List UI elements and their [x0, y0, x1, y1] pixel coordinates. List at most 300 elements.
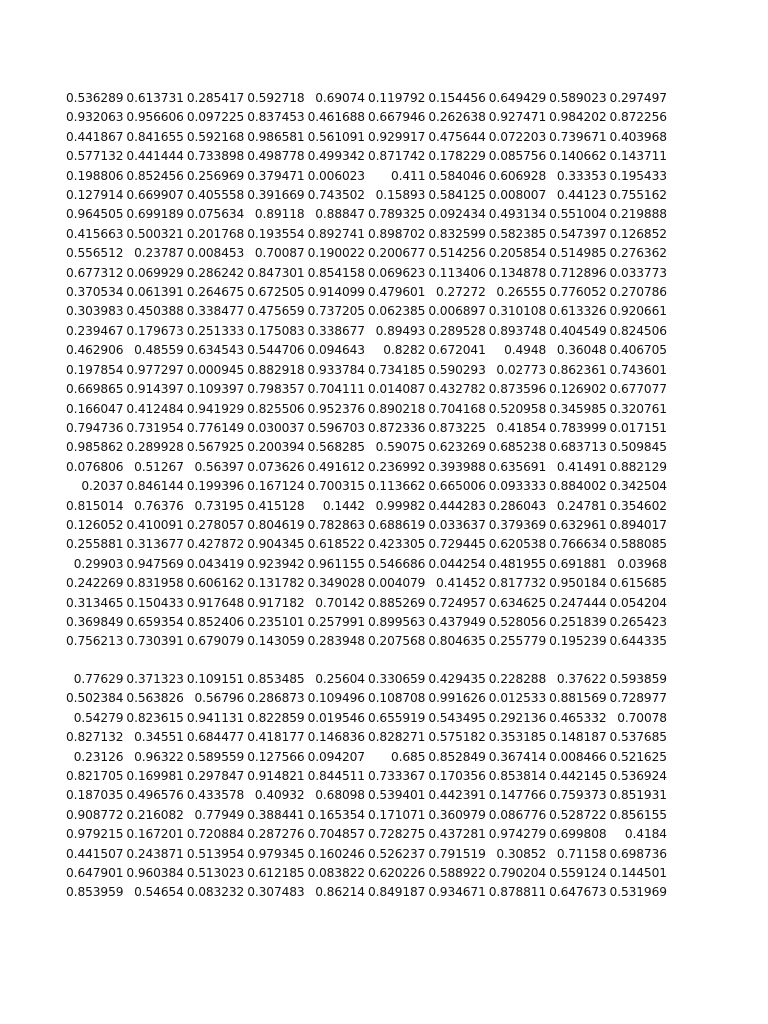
table-cell: 0.584125 [428, 188, 486, 203]
table-cell: 0.677077 [609, 382, 667, 397]
table-cell: 0.41491 [556, 459, 607, 474]
table-row [64, 128, 668, 147]
table-cell: 0.369849 [66, 614, 124, 629]
table-cell: 0.852406 [186, 614, 245, 629]
table-cell: 0.200677 [367, 246, 426, 261]
table-cell: 0.197854 [66, 362, 124, 377]
table-cell: 0.126852 [609, 226, 667, 241]
table-cell: 0.531969 [609, 885, 667, 900]
table-cell: 0.606928 [488, 168, 547, 183]
table-cell: 0.092434 [428, 207, 486, 222]
table-cell: 0.86214 [315, 885, 365, 900]
table-cell: 0.41854 [496, 420, 547, 435]
table-cell: 0.881569 [549, 691, 607, 706]
table-cell: 0.075634 [186, 207, 245, 222]
table-cell: 0.147766 [488, 788, 547, 803]
table-cell: 0.113406 [428, 265, 486, 280]
table-cell: 0.828271 [367, 730, 426, 745]
table-cell: 0.043419 [186, 556, 245, 571]
table-cell: 0.307483 [247, 885, 305, 900]
table-cell: 0.56397 [194, 459, 245, 474]
table-cell: 0.062385 [367, 304, 426, 319]
table-row [64, 535, 668, 554]
table-cell: 0.790204 [488, 866, 547, 881]
table-cell: 0.872336 [367, 420, 426, 435]
table-cell: 0.546686 [367, 556, 426, 571]
table-cell: 0.899563 [367, 614, 426, 629]
table-cell: 0.791519 [428, 846, 486, 861]
table-row [64, 864, 668, 883]
table-cell: 0.371323 [126, 672, 184, 686]
table-cell: 0.008466 [549, 749, 607, 764]
table-cell: 0.093333 [488, 479, 547, 494]
table-cell: 0.54279 [73, 710, 124, 725]
table-cell: 0.175083 [247, 323, 305, 338]
table-cell: 0.4948 [504, 343, 547, 358]
table-cell: 0.41452 [436, 576, 486, 591]
table-row [64, 264, 668, 283]
table-cell: 0.647673 [549, 885, 607, 900]
table-cell: 0.292136 [488, 710, 547, 725]
table-cell: 0.759373 [549, 788, 607, 803]
table-cell: 0.724957 [428, 595, 486, 610]
table-cell: 0.873596 [488, 382, 547, 397]
table-cell: 0.979215 [66, 827, 124, 842]
table-cell: 0.729445 [428, 537, 486, 552]
table-cell: 0.950184 [549, 576, 607, 591]
table-row [64, 845, 668, 864]
table-cell: 0.083232 [186, 885, 245, 900]
table-cell: 0.349028 [307, 576, 365, 591]
table-cell: 0.73195 [194, 498, 245, 513]
table-cell: 0.286043 [488, 498, 547, 513]
table-cell: 0.917648 [186, 595, 245, 610]
table-cell: 0.730391 [126, 634, 184, 649]
table-cell: 0.143059 [247, 634, 305, 649]
table-cell: 0.509845 [609, 440, 667, 455]
table-row [64, 594, 668, 613]
table-cell: 0.166047 [66, 401, 124, 416]
table-cell: 0.012533 [488, 691, 547, 706]
table-cell: 0.251839 [549, 614, 607, 629]
table-cell: 0.30852 [496, 846, 547, 861]
table-cell: 0.844511 [307, 769, 365, 784]
table-row [64, 767, 668, 786]
table-cell: 0.199396 [186, 479, 245, 494]
table-cell: 0.086776 [488, 807, 547, 822]
table-cell: 0.634543 [186, 343, 245, 358]
table-cell: 0.934671 [428, 885, 486, 900]
table-cell: 0.006023 [307, 168, 365, 183]
table-cell: 0.871742 [367, 149, 426, 164]
table-cell: 0.841655 [126, 129, 184, 144]
table-cell: 0.99982 [375, 498, 426, 513]
table-cell: 0.823615 [126, 710, 184, 725]
table-cell: 0.379471 [247, 168, 305, 183]
table-cell: 0.961155 [307, 556, 365, 571]
table-cell: 0.588922 [428, 866, 486, 881]
table-cell: 0.669865 [66, 382, 124, 397]
table-row [64, 225, 668, 244]
table-cell: 0.898702 [367, 226, 426, 241]
table-cell: 0.243871 [126, 846, 184, 861]
table-cell: 0.134878 [488, 265, 547, 280]
table-cell: 0.437949 [428, 614, 486, 629]
table-row [64, 825, 668, 844]
table-cell: 0.514985 [549, 246, 607, 261]
table-cell: 0.667946 [367, 110, 426, 125]
table-cell: 0.342504 [609, 479, 667, 494]
table-cell: 0.704168 [428, 401, 486, 416]
table-cell: 0.596703 [307, 420, 365, 435]
table-cell: 0.502384 [66, 691, 124, 706]
table-cell: 0.8282 [383, 343, 426, 358]
table-cell: 0.285417 [186, 91, 245, 105]
table-cell: 0.733367 [367, 769, 426, 784]
table-cell: 0.264675 [186, 285, 245, 300]
table-cell: 0.370534 [66, 285, 124, 300]
table-cell: 0.588085 [609, 537, 667, 552]
table-cell: 0.27272 [436, 285, 486, 300]
table-cell: 0.685238 [488, 440, 547, 455]
table-cell: 0.941131 [186, 710, 245, 725]
table-cell: 0.635691 [488, 459, 547, 474]
table-cell: 0.613731 [126, 91, 184, 105]
table-cell: 0.207568 [367, 634, 426, 649]
table-cell: 0.849187 [367, 885, 426, 900]
table-cell: 0.193554 [247, 226, 305, 241]
table-cell: 0.150433 [126, 595, 184, 610]
table-cell: 0.286873 [247, 691, 305, 706]
table-cell: 0.872256 [609, 110, 667, 125]
table-cell: 0.77629 [73, 672, 124, 686]
table-row [64, 632, 668, 651]
table-cell: 0.23126 [73, 749, 124, 764]
table-cell: 0.40932 [254, 788, 305, 803]
table-cell: 0.776149 [186, 420, 245, 435]
table-cell: 0.148187 [549, 730, 607, 745]
table-cell: 0.006897 [428, 304, 486, 319]
table-cell: 0.367414 [488, 749, 547, 764]
table-cell: 0.313677 [126, 537, 184, 552]
table-cell: 0.846144 [126, 479, 184, 494]
table-cell: 0.433578 [186, 788, 245, 803]
table-cell: 0.827132 [66, 730, 124, 745]
table-cell: 0.345985 [549, 401, 607, 416]
table-row [64, 883, 668, 902]
table-cell: 0.247444 [549, 595, 607, 610]
table-row [64, 205, 668, 224]
table-cell: 0.59075 [375, 440, 426, 455]
table-row [64, 497, 668, 516]
table-cell: 0.892741 [307, 226, 365, 241]
table-cell: 0.228288 [488, 672, 547, 686]
table-cell: 0.623269 [428, 440, 486, 455]
table-cell: 0.885269 [367, 595, 426, 610]
table-cell: 0.415663 [66, 226, 124, 241]
table-cell: 0.853814 [488, 769, 547, 784]
table-cell: 0.817732 [488, 576, 547, 591]
table-cell: 0.821705 [66, 769, 124, 784]
table-cell: 0.613326 [549, 304, 607, 319]
table-cell: 0.429435 [428, 672, 486, 686]
table-cell: 0.404549 [549, 323, 607, 338]
table-cell: 0.712896 [549, 265, 607, 280]
table-cell: 0.568285 [307, 440, 365, 455]
table-cell: 0.109151 [186, 672, 245, 686]
table-cell: 0.444283 [428, 498, 486, 513]
table-cell: 0.551004 [549, 207, 607, 222]
table-cell: 0.25604 [315, 672, 365, 686]
table-cell: 0.29903 [73, 556, 124, 571]
table-cell: 0.030037 [247, 420, 305, 435]
table-cell: 0.684477 [186, 730, 245, 745]
table-cell: 0.069623 [367, 265, 426, 280]
table-cell: 0.019546 [307, 710, 365, 725]
table-cell: 0.167201 [126, 827, 184, 842]
table-cell: 0.665006 [428, 479, 486, 494]
table-cell: 0.2037 [81, 479, 124, 494]
table-cell: 0.113662 [367, 479, 426, 494]
table-cell: 0.239467 [66, 323, 124, 338]
table-cell: 0.499342 [307, 149, 365, 164]
table-row [64, 341, 668, 360]
table-row [64, 400, 668, 419]
table-cell: 0.405558 [186, 188, 245, 203]
table-cell: 0.904345 [247, 537, 305, 552]
table-cell: 0.882918 [247, 362, 305, 377]
table-cell: 0.669907 [126, 188, 184, 203]
table-cell: 0.109397 [186, 382, 245, 397]
table-cell: 0.927471 [488, 110, 547, 125]
table-cell: 0.127566 [247, 749, 305, 764]
table-cell: 0.632961 [549, 517, 607, 532]
table-row [64, 786, 668, 805]
table-cell: 0.004079 [367, 576, 426, 591]
table-cell: 0.391669 [247, 188, 305, 203]
table-cell: 0.699808 [549, 827, 607, 842]
table-cell: 0.991626 [428, 691, 486, 706]
table-cell: 0.403968 [609, 129, 667, 144]
table-cell: 0.825506 [247, 401, 305, 416]
table-cell: 0.728275 [367, 827, 426, 842]
table-row [64, 477, 668, 496]
table-cell: 0.15893 [375, 188, 426, 203]
table-cell: 0.154456 [428, 91, 486, 105]
table-cell: 0.960384 [126, 866, 184, 881]
table-cell: 0.496576 [126, 788, 184, 803]
table-cell: 0.854158 [307, 265, 365, 280]
table-row [64, 322, 668, 341]
table-row [64, 244, 668, 263]
table-cell: 0.34551 [134, 730, 184, 745]
table-cell: 0.539401 [367, 788, 426, 803]
table-cell: 0.618522 [307, 537, 365, 552]
table-cell: 0.851931 [609, 788, 667, 803]
table-cell: 0.008007 [488, 188, 547, 203]
table-cell: 0.70142 [315, 595, 365, 610]
table-cell: 0.418177 [247, 730, 305, 745]
table-cell: 0.513023 [186, 866, 245, 881]
table-row [64, 806, 668, 825]
table-cell: 0.878811 [488, 885, 547, 900]
table-row [64, 147, 668, 166]
table-cell: 0.320761 [609, 401, 667, 416]
table-cell: 0.170356 [428, 769, 486, 784]
table-cell: 0.450388 [126, 304, 184, 319]
table-cell: 0.201768 [186, 226, 245, 241]
table-cell: 0.061391 [126, 285, 184, 300]
table-cell: 0.815014 [66, 498, 124, 513]
table-cell: 0.743601 [609, 362, 667, 377]
table-cell: 0.582385 [488, 226, 547, 241]
table-cell: 0.236992 [367, 459, 426, 474]
table-cell: 0.606162 [186, 576, 245, 591]
table-cell: 0.914099 [307, 285, 365, 300]
table-cell: 0.894017 [609, 517, 667, 532]
table-cell: 0.054204 [609, 595, 667, 610]
table-cell: 0.699189 [126, 207, 184, 222]
table-cell: 0.167124 [247, 479, 305, 494]
table-cell: 0.033773 [609, 265, 667, 280]
table-cell: 0.126052 [66, 517, 124, 532]
table-row [64, 167, 668, 186]
table-cell: 0.251333 [186, 323, 245, 338]
table-cell: 0.094207 [307, 749, 365, 764]
table-cell: 0.798357 [247, 382, 305, 397]
table-cell: 0.178229 [428, 149, 486, 164]
table-cell: 0.852849 [428, 749, 486, 764]
table-cell: 0.441507 [66, 846, 124, 861]
table-cell: 0.70078 [617, 710, 667, 725]
table-cell: 0.195433 [609, 168, 667, 183]
table-cell: 0.589559 [186, 749, 245, 764]
table-cell: 0.832599 [428, 226, 486, 241]
table-cell: 0.733898 [186, 149, 245, 164]
table-cell: 0.526237 [367, 846, 426, 861]
table-cell: 0.257991 [307, 614, 365, 629]
table-row [64, 186, 668, 205]
table-cell: 0.691881 [549, 556, 607, 571]
table-cell: 0.500321 [126, 226, 184, 241]
number-table-1 [64, 89, 668, 652]
table-cell: 0.146836 [307, 730, 365, 745]
table-cell: 0.853485 [247, 672, 305, 686]
table-cell: 0.794736 [66, 420, 124, 435]
table-cell: 0.536289 [66, 91, 124, 105]
table-cell: 0.411 [390, 168, 426, 183]
table-cell: 0.862361 [549, 362, 607, 377]
table-cell: 0.097225 [186, 110, 245, 125]
table-cell: 0.33353 [556, 168, 607, 183]
table-row [64, 438, 668, 457]
table-cell: 0.984202 [549, 110, 607, 125]
table-row [64, 748, 668, 767]
table-cell: 0.679079 [186, 634, 245, 649]
table-cell: 0.441867 [66, 129, 124, 144]
table-cell: 0.014087 [367, 382, 426, 397]
table-cell: 0.728977 [609, 691, 667, 706]
table-cell: 0.688619 [367, 517, 426, 532]
table-cell: 0.270786 [609, 285, 667, 300]
table-cell: 0.200394 [247, 440, 305, 455]
table-cell: 0.126902 [549, 382, 607, 397]
table-row [64, 574, 668, 593]
table-cell: 0.89118 [254, 207, 305, 222]
table-cell: 0.590293 [428, 362, 486, 377]
table-cell: 0.171071 [367, 807, 426, 822]
table-cell: 0.561091 [307, 129, 365, 144]
table-cell: 0.593859 [609, 672, 667, 686]
table-cell: 0.119792 [367, 91, 426, 105]
table-cell: 0.76376 [134, 498, 184, 513]
table-cell: 0.528722 [549, 807, 607, 822]
table-cell: 0.442145 [549, 769, 607, 784]
table-row [64, 361, 668, 380]
table-cell: 0.338677 [307, 323, 365, 338]
table-cell: 0.513954 [186, 846, 245, 861]
table-row [64, 728, 668, 747]
table-cell: 0.514256 [428, 246, 486, 261]
table-cell: 0.824506 [609, 323, 667, 338]
table-cell: 0.406705 [609, 343, 667, 358]
table-cell: 0.498778 [247, 149, 305, 164]
table-cell: 0.731954 [126, 420, 184, 435]
table-cell: 0.044254 [428, 556, 486, 571]
table-cell: 0.1442 [322, 498, 365, 513]
table-cell: 0.094643 [307, 343, 365, 358]
table-cell: 0.475659 [247, 304, 305, 319]
table-cell: 0.804619 [247, 517, 305, 532]
table-cell: 0.069929 [126, 265, 184, 280]
table-cell: 0.235101 [247, 614, 305, 629]
table-cell: 0.278057 [186, 517, 245, 532]
table-cell: 0.831958 [126, 576, 184, 591]
table-cell: 0.033637 [428, 517, 486, 532]
table-cell: 0.276362 [609, 246, 667, 261]
table-cell: 0.127914 [66, 188, 124, 203]
table-cell: 0.44123 [556, 188, 607, 203]
table-cell: 0.076806 [66, 459, 124, 474]
table-cell: 0.286242 [186, 265, 245, 280]
table-cell: 0.577132 [66, 149, 124, 164]
table-cell: 0.465332 [549, 710, 607, 725]
table-cell: 0.437281 [428, 827, 486, 842]
table-cell: 0.423305 [367, 537, 426, 552]
table-cell: 0.908772 [66, 807, 124, 822]
table-cell: 0.575182 [428, 730, 486, 745]
table-cell: 0.330659 [367, 672, 426, 686]
table-cell: 0.083822 [307, 866, 365, 881]
table-cell: 0.720884 [186, 827, 245, 842]
table-cell: 0.77949 [194, 807, 245, 822]
table-cell: 0.255881 [66, 537, 124, 552]
table-cell: 0.917182 [247, 595, 305, 610]
table-cell: 0.283948 [307, 634, 365, 649]
table-cell: 0.615685 [609, 576, 667, 591]
table-cell: 0.649429 [488, 91, 547, 105]
table-cell: 0.354602 [609, 498, 667, 513]
table-row [64, 689, 668, 708]
table-cell: 0.700315 [307, 479, 365, 494]
table-row [64, 555, 668, 574]
table-cell: 0.54654 [134, 885, 184, 900]
table-cell: 0.144501 [609, 866, 667, 881]
table-cell: 0.547397 [549, 226, 607, 241]
table-cell: 0.985862 [66, 440, 124, 455]
table-cell: 0.479601 [367, 285, 426, 300]
table-cell: 0.415128 [247, 498, 305, 513]
